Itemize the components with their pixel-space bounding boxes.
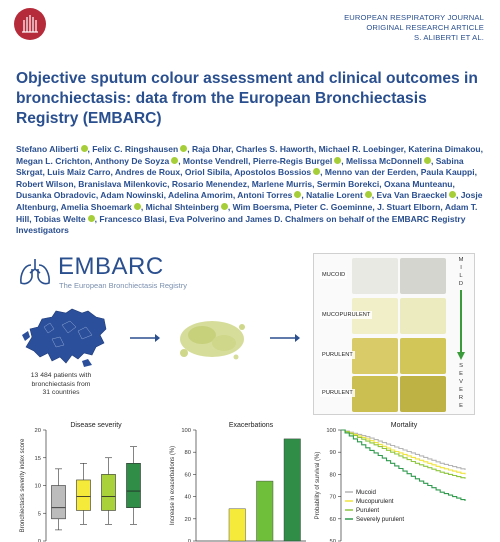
author-separator: ,	[403, 144, 409, 154]
author-name: Marlene Murris	[251, 178, 313, 189]
y-tick-label: 60	[329, 516, 336, 523]
legend-label: Severely purulent	[356, 516, 405, 523]
author-name: Oxana Munteanu	[384, 178, 453, 189]
lungs-icon	[18, 257, 52, 287]
y-axis-label: Increase in exacerbations (%)	[170, 445, 176, 526]
author-separator: ,	[301, 190, 307, 201]
colour-swatch	[400, 298, 446, 334]
patients-line-3: 31 countries	[42, 389, 80, 397]
author-separator: ,	[320, 167, 325, 178]
patients-caption	[16, 372, 106, 398]
author-separator: ,	[95, 190, 101, 201]
author-separator: ,	[452, 178, 455, 189]
y-tick-label: 90	[329, 450, 336, 457]
legend-label: Mucopurulent	[356, 498, 394, 505]
author-name: Paula Kauppi	[420, 167, 475, 178]
severe-letter: E	[459, 387, 463, 393]
author-separator: ,	[110, 167, 115, 178]
patients-line-2: bronchiectasis from	[31, 380, 91, 388]
y-tick-label: 80	[184, 450, 191, 457]
journal-name[interactable]: EUROPEAN RESPIRATORY JOURNAL	[344, 13, 484, 22]
colour-row	[318, 338, 444, 374]
chart-title: Mortality	[390, 422, 418, 429]
y-tick-label: 100	[326, 428, 336, 434]
author-separator: ,	[312, 178, 317, 189]
author-separator: ,	[187, 144, 192, 154]
box-body	[102, 474, 116, 510]
author-name: Apostolos Bossios	[234, 167, 312, 178]
severity-arrow-icon	[457, 290, 465, 360]
author-name: Andres de Roux	[114, 167, 181, 178]
y-tick-label: 5	[37, 511, 41, 518]
author-name: Sermin Borekci	[316, 178, 380, 189]
severe-label	[454, 362, 468, 410]
author-name: Adam T. Hill	[16, 201, 478, 224]
author-separator: ,	[341, 155, 346, 166]
orcid-icon[interactable]	[88, 215, 95, 222]
author-separator: ,	[480, 144, 483, 154]
author-separator: ,	[140, 201, 146, 212]
author-separator: ,	[229, 167, 235, 178]
ers-logo	[14, 8, 46, 40]
author-name: Sabina Skrgat	[16, 155, 464, 178]
y-tick-label: 20	[34, 428, 41, 434]
author-separator: ,	[455, 190, 461, 201]
author-name: Rosario Menendez	[171, 178, 247, 189]
article-title: Objective sputum colour assessment and clinical outcomes in bronchiectasis: data from the European Bronchiectasis Registry (EMBARC)	[16, 70, 478, 127]
severe-letter: R	[458, 395, 464, 401]
right-arrow-icon-2	[270, 333, 300, 343]
y-tick-label: 40	[184, 494, 191, 501]
ers-logo-icon	[14, 8, 46, 40]
author-name: Eva Polverino	[169, 213, 226, 224]
severe-letter: E	[459, 403, 463, 409]
outcome-charts	[0, 420, 500, 542]
colour-swatch	[400, 338, 446, 374]
colour-label: PURULENT	[322, 390, 353, 396]
colour-row	[318, 258, 444, 294]
author-name: James D. Chalmers on behalf of the EMBARC Registry Investigators	[16, 213, 466, 236]
orcid-icon[interactable]	[134, 203, 141, 210]
journal-masthead	[344, 13, 484, 44]
colour-row	[318, 298, 444, 334]
registry-name: EMBARC	[58, 253, 164, 280]
mild-letter: L	[459, 273, 463, 279]
author-name: Montse Vendrell	[182, 155, 249, 166]
orcid-icon[interactable]	[449, 191, 456, 198]
author-name: Amelia Shoemark	[60, 201, 132, 212]
author-separator: ,	[227, 201, 233, 212]
author-separator: ,	[56, 201, 61, 212]
author-name: Katerina Dimakou	[408, 144, 481, 154]
y-tick-label: 15	[34, 455, 41, 462]
y-tick-label: 80	[329, 472, 336, 479]
mild-letter: D	[458, 281, 464, 287]
orcid-icon[interactable]	[424, 157, 431, 164]
orcid-icon[interactable]	[365, 191, 372, 198]
bar	[257, 481, 274, 541]
author-separator: ,	[167, 178, 172, 189]
author-separator: ,	[42, 167, 48, 178]
author-separator: ,	[163, 190, 168, 201]
author-separator: ,	[164, 213, 170, 224]
author-name: Branislava Milenkovic	[78, 178, 168, 189]
author-name: Francesco Blasi	[99, 213, 165, 224]
author-name: Menno van der Eerden	[324, 167, 417, 178]
author-separator: ,	[474, 167, 477, 178]
survival-line	[341, 430, 465, 474]
author-name: Michal Shteinberg	[145, 201, 219, 212]
colour-label: MUCOPURULENT	[322, 312, 371, 318]
author-name: Robert Wilson	[16, 178, 74, 189]
colour-label: PURULENT	[322, 352, 353, 358]
author-separator: ,	[73, 178, 79, 189]
author-name: Adam Nowinski	[100, 190, 164, 201]
bar	[284, 439, 301, 541]
author-separator: ,	[180, 167, 185, 178]
author-separator: and	[225, 213, 246, 224]
box-body	[52, 486, 66, 519]
mild-letter: I	[460, 265, 462, 271]
author-name: Charles S. Haworth	[235, 144, 314, 154]
colour-swatch	[400, 258, 446, 294]
severe-letter: S	[459, 363, 463, 369]
author-short: S. ALIBERTI ET AL.	[414, 33, 484, 43]
box-body	[127, 463, 141, 507]
y-tick-label: 100	[181, 428, 191, 434]
y-axis-label: Probability of survival (%)	[315, 451, 321, 520]
author-separator: ,	[178, 155, 183, 166]
author-separator: ,	[232, 190, 238, 201]
colour-swatch	[352, 258, 398, 294]
registry-subtitle: The European Bronchiectasis Registry	[59, 281, 187, 290]
author-name: Dusanka Obradovic	[16, 190, 96, 201]
legend-label: Mucoid	[356, 489, 376, 496]
chart-title: Exacerbations	[228, 422, 274, 429]
author-separator: ,	[87, 144, 93, 154]
y-tick-label: 0	[37, 539, 41, 542]
author-list	[16, 144, 488, 237]
author-name: J. Stuart Elborn	[377, 201, 441, 212]
y-tick-label: 20	[184, 516, 191, 523]
article-type: ORIGINAL RESEARCH ARTICLE	[366, 23, 484, 33]
europe-map	[22, 307, 110, 369]
author-name: Luis Maiz Carro	[47, 167, 111, 178]
author-name: Eva Van Braeckel	[376, 190, 447, 201]
mild-label	[454, 256, 468, 288]
y-tick-label: 50	[329, 539, 336, 542]
mild-letter: M	[458, 257, 464, 263]
author-name: Anthony De Soyza	[94, 155, 170, 166]
author-separator: ,	[379, 178, 384, 189]
author-separator: ,	[372, 201, 378, 212]
right-arrow-icon	[130, 333, 160, 343]
chart-title: Disease severity	[70, 422, 122, 429]
author-name: Wim Boersma	[232, 201, 290, 212]
severe-letter: V	[459, 379, 463, 385]
author-name: Pierre-Regis Burgel	[252, 155, 333, 166]
author-separator: ,	[94, 213, 100, 224]
severe-letter: E	[459, 371, 463, 377]
author-name: Stefano Aliberti	[16, 144, 79, 154]
orcid-icon[interactable]	[221, 203, 228, 210]
author-separator: ,	[440, 201, 445, 212]
author-name: Antoni Torres	[237, 190, 293, 201]
author-separator: ,	[29, 213, 34, 224]
author-name: Adelina Amorim	[167, 190, 233, 201]
author-separator: ,	[289, 201, 294, 212]
author-separator: ,	[248, 155, 253, 166]
author-separator: ,	[246, 178, 252, 189]
colour-swatch	[352, 338, 398, 374]
box-body	[77, 480, 91, 511]
colour-row	[318, 376, 444, 412]
author-name: Megan L. Crichton	[16, 155, 91, 166]
author-separator: ,	[371, 190, 377, 201]
author-name: Josje Altenburg	[16, 190, 483, 212]
author-name: Michael R. Loebinger	[318, 144, 404, 154]
author-name: Raja Dhar	[191, 144, 232, 154]
author-separator: ,	[416, 167, 421, 178]
y-tick-label: 10	[34, 483, 41, 490]
colour-swatch	[400, 376, 446, 412]
legend-label: Purulent	[356, 507, 380, 514]
y-tick-label: 0	[187, 539, 191, 542]
colour-swatch	[352, 376, 398, 412]
author-name: Felix C. Ringshausen	[92, 144, 179, 154]
colour-label: MUCOID	[322, 272, 346, 278]
author-separator: ,	[313, 144, 319, 154]
bar	[229, 509, 246, 541]
author-name: Tobias Welte	[33, 213, 86, 224]
sputum-sample-icon	[172, 313, 252, 365]
patients-line-1: 13 484 patients with	[30, 372, 92, 379]
sputum-colour-chart	[313, 253, 475, 415]
author-name: Oriol Sibila	[184, 167, 230, 178]
orcid-icon[interactable]	[81, 145, 88, 152]
author-separator: ,	[431, 155, 436, 166]
author-name: Melissa McDonnell	[345, 155, 423, 166]
author-separator: ,	[231, 144, 236, 154]
author-name: Natalie Lorent	[306, 190, 363, 201]
y-axis-label: Bronchiectasis severity index score	[20, 438, 26, 533]
y-tick-label: 70	[329, 494, 336, 501]
y-tick-label: 60	[184, 472, 191, 479]
author-separator: ,	[90, 155, 95, 166]
author-name: Pieter C. Goeminne	[293, 201, 373, 212]
